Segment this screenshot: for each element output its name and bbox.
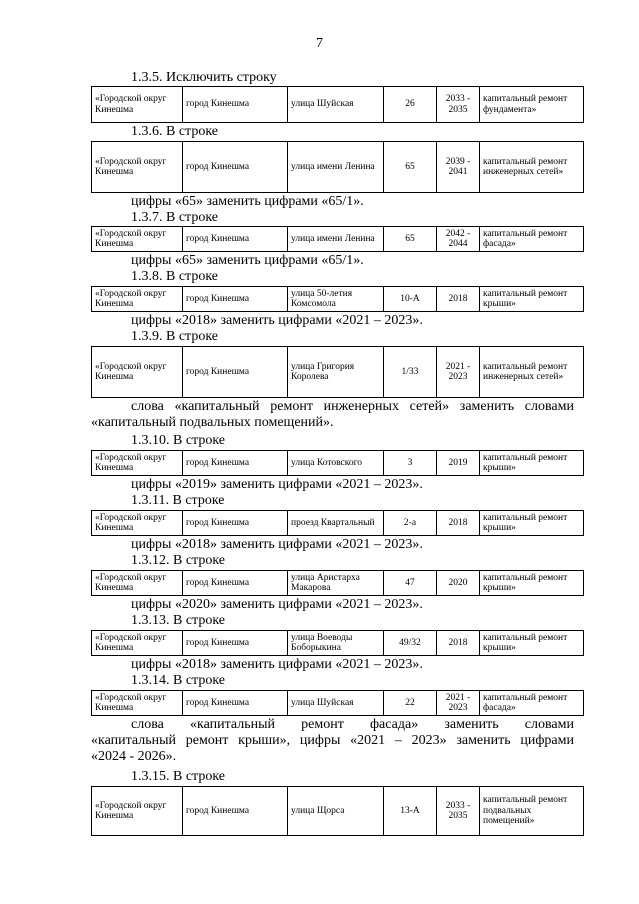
city-cell: город Кинешма [183,511,288,536]
work-type-cell: капитальный ремонт крыши» [480,571,584,596]
work-type-cell: капитальный ремонт крыши» [480,451,584,476]
table-row [92,571,584,596]
street-cell: улица имени Ленина [288,142,384,193]
table-row [92,511,584,536]
item-heading: 1.3.7. В строке [131,210,219,225]
period-cell: 2033 - 2035 [437,87,480,123]
amendment-table-row [91,450,584,476]
house-cell: 47 [384,571,437,596]
amendment-table-row [91,510,584,536]
city-cell: город Кинешма [183,347,288,398]
street-cell: улица Григория Королева [288,347,384,398]
item-heading: 1.3.12. В строке [131,553,226,568]
work-type-cell: капитальный ремонт крыши» [480,287,584,312]
amendment-text: цифры «2020» заменить цифрами «2021 – 2023». [131,597,423,612]
amendment-table-row [91,630,584,656]
table-row [92,451,584,476]
amendment-table-row [91,690,584,716]
district-cell: «Городской округ Кинешма [92,787,183,836]
street-cell: улица Котовского [288,451,384,476]
city-cell: город Кинешма [183,571,288,596]
house-cell: 49/32 [384,631,437,656]
city-cell: город Кинешма [183,787,288,836]
item-heading: 1.3.14. В строке [131,673,226,688]
period-cell: 2042 - 2044 [437,227,480,252]
house-cell: 2-а [384,511,437,536]
street-cell: проезд Квартальный [288,511,384,536]
amendment-table-row [91,141,584,193]
amendment-text [91,717,574,765]
street-cell: улица Воеводы Боборыкина [288,631,384,656]
item-heading: 1.3.8. В строке [131,269,219,284]
period-cell: 2033 - 2035 [437,787,480,836]
street-cell: улица Щорса [288,787,384,836]
amendment-text: цифры «2018» заменить цифрами «2021 – 2023». [131,657,423,672]
item-heading: 1.3.13. В строке [131,613,226,628]
city-cell: город Кинешма [183,142,288,193]
district-cell: «Городской округ Кинешма [92,691,183,716]
table-row [92,347,584,398]
amendment-table-row [91,286,584,312]
house-cell: 65 [384,142,437,193]
period-cell: 2018 [437,287,480,312]
table-row [92,787,584,836]
amendment-text-line: «капитальный подвальных помещений». [91,415,334,430]
work-type-cell: капитальный ремонт подвальных помещений» [480,787,584,836]
amendment-text: цифры «65» заменить цифрами «65/1». [131,194,364,209]
amendment-text [91,399,574,431]
city-cell: город Кинешма [183,87,288,123]
table-row [92,227,584,252]
city-cell: город Кинешма [183,287,288,312]
table-row [92,631,584,656]
table-row [92,87,584,123]
work-type-cell: капитальный ремонт фундамента» [480,87,584,123]
district-cell: «Городской округ Кинешма [92,227,183,252]
period-cell: 2021 - 2023 [437,347,480,398]
house-cell: 3 [384,451,437,476]
amendment-table-row [91,226,584,252]
district-cell: «Городской округ Кинешма [92,142,183,193]
work-type-cell: капитальный ремонт крыши» [480,511,584,536]
street-cell: улица имени Ленина [288,227,384,252]
amendment-text: цифры «2018» заменить цифрами «2021 – 2023». [131,537,423,552]
amendment-table-row [91,346,584,398]
city-cell: город Кинешма [183,451,288,476]
item-heading: 1.3.6. В строке [131,124,219,139]
city-cell: город Кинешма [183,691,288,716]
table-row [92,287,584,312]
amendment-table-row [91,786,584,836]
period-cell: 2018 [437,511,480,536]
item-heading: 1.3.15. В строке [131,769,226,784]
district-cell: «Городской округ Кинешма [92,347,183,398]
district-cell: «Городской округ Кинешма [92,571,183,596]
house-cell: 65 [384,227,437,252]
street-cell: улица Аристарха Макарова [288,571,384,596]
item-heading: 1.3.11. В строке [131,493,225,508]
amendment-table-row [91,570,584,596]
amendment-text-line: «капитальный ремонт крыши», цифры «2021 – 2023» заменить цифрами [91,733,574,748]
house-cell: 10-А [384,287,437,312]
amendment-table-row [91,86,584,123]
street-cell: улица 50-летия Комсомола [288,287,384,312]
work-type-cell: капитальный ремонт инженерных сетей» [480,142,584,193]
amendment-text: цифры «65» заменить цифрами «65/1». [131,253,364,268]
period-cell: 2018 [437,631,480,656]
work-type-cell: капитальный ремонт фасада» [480,227,584,252]
table-row [92,142,584,193]
table-row [92,691,584,716]
amendment-text-line: слова «капитальный ремонт фасада» заменить словами [131,717,574,732]
item-heading: 1.3.5. Исключить строку [131,70,277,85]
period-cell: 2021 - 2023 [437,691,480,716]
period-cell: 2020 [437,571,480,596]
amendment-text: цифры «2018» заменить цифрами «2021 – 2023». [131,313,423,328]
amendment-text-line: «2024 - 2026». [91,749,177,764]
house-cell: 13-А [384,787,437,836]
house-cell: 22 [384,691,437,716]
city-cell: город Кинешма [183,227,288,252]
district-cell: «Городской округ Кинешма [92,87,183,123]
amendment-text-line: слова «капитальный ремонт инженерных сетей» заменить словами [131,399,574,414]
street-cell: улица Шуйская [288,691,384,716]
work-type-cell: капитальный ремонт крыши» [480,631,584,656]
district-cell: «Городской округ Кинешма [92,451,183,476]
work-type-cell: капитальный ремонт инженерных сетей» [480,347,584,398]
item-heading: 1.3.9. В строке [131,329,219,344]
period-cell: 2019 [437,451,480,476]
page-number: 7 [316,36,323,51]
period-cell: 2039 - 2041 [437,142,480,193]
house-cell: 26 [384,87,437,123]
district-cell: «Городской округ Кинешма [92,511,183,536]
district-cell: «Городской округ Кинешма [92,631,183,656]
amendment-text: цифры «2019» заменить цифрами «2021 – 2023». [131,477,423,492]
item-heading: 1.3.10. В строке [131,433,226,448]
district-cell: «Городской округ Кинешма [92,287,183,312]
city-cell: город Кинешма [183,631,288,656]
street-cell: улица Шуйская [288,87,384,123]
work-type-cell: капитальный ремонт фасада» [480,691,584,716]
house-cell: 1/33 [384,347,437,398]
